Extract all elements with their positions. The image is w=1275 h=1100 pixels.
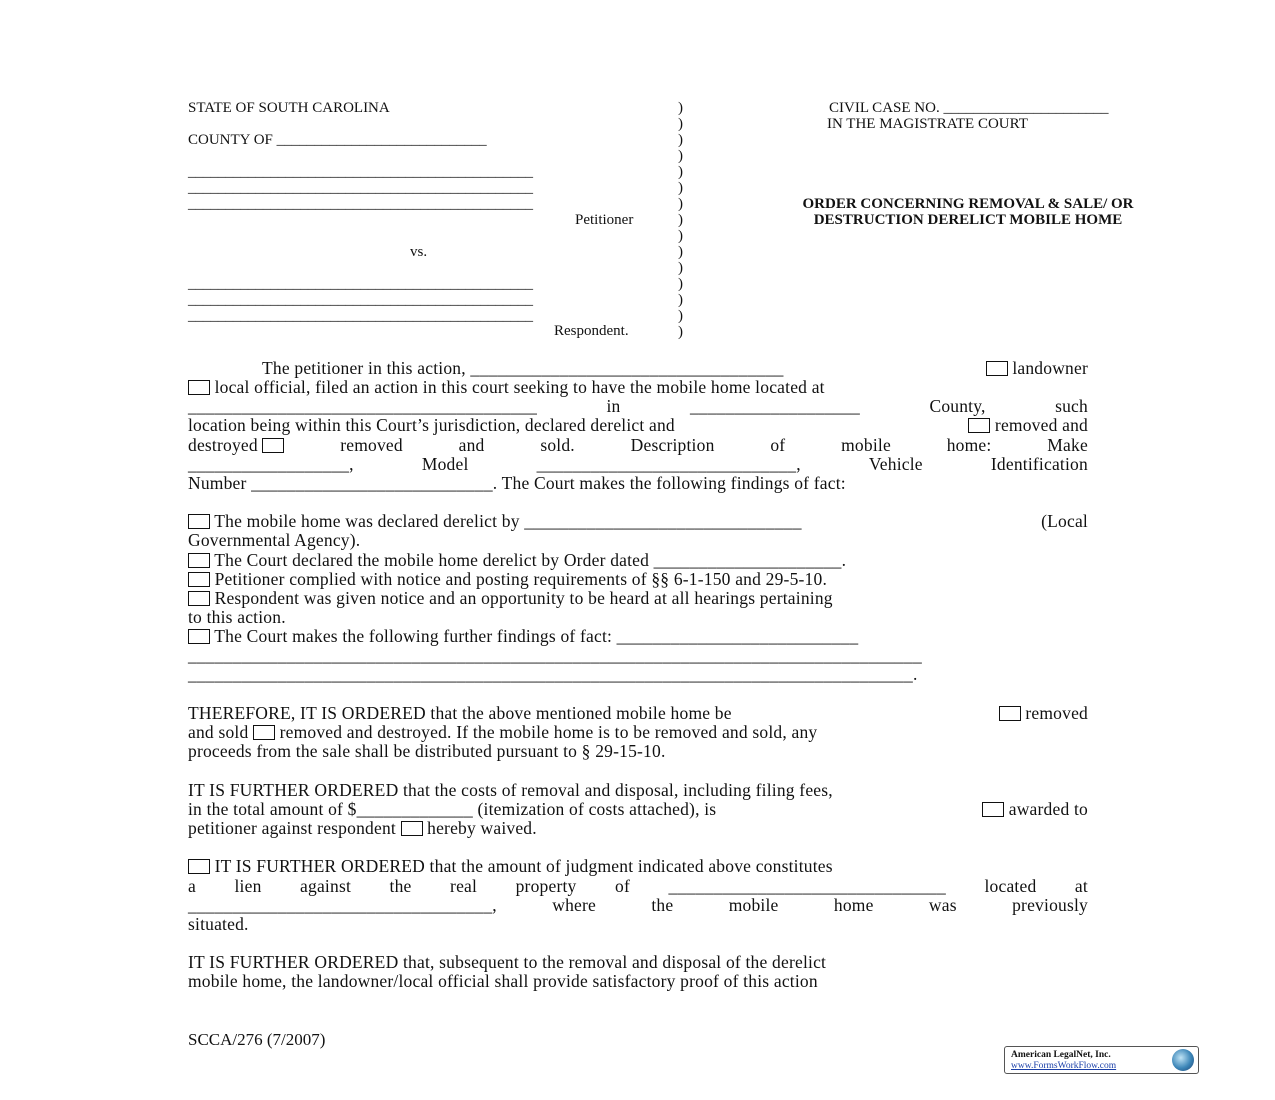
respondent-label: Respondent. bbox=[554, 323, 629, 339]
order-1-line-2 bbox=[188, 723, 1088, 742]
word: removed bbox=[340, 435, 403, 455]
word: the bbox=[651, 895, 674, 915]
word: Model bbox=[421, 454, 469, 474]
word: County, bbox=[929, 396, 986, 416]
word: the bbox=[389, 876, 412, 896]
awarded-checkbox[interactable] bbox=[982, 802, 1004, 817]
order-2-line-1: IT IS FURTHER ORDERED that the costs of removal and disposal, including filing fees, bbox=[188, 780, 833, 800]
word: property bbox=[515, 876, 577, 896]
order-text: THEREFORE, IT IS ORDERED that the above mentioned mobile home be bbox=[188, 703, 732, 723]
finding-3-checkbox[interactable] bbox=[188, 572, 210, 587]
paren: ) bbox=[678, 212, 683, 228]
word: Description bbox=[630, 435, 715, 455]
word: a bbox=[188, 876, 196, 896]
waived-checkbox[interactable] bbox=[401, 821, 423, 836]
finding-4 bbox=[188, 589, 1088, 608]
paren: ) bbox=[678, 260, 683, 276]
word: previously bbox=[1012, 895, 1088, 915]
property-owner-field[interactable]: _______________________________ bbox=[668, 876, 946, 896]
finding-1-cont: Governmental Agency). bbox=[188, 530, 361, 550]
civil-case-no-field[interactable]: CIVIL CASE NO. ______________________ bbox=[829, 100, 1109, 116]
vs-label: vs. bbox=[410, 244, 428, 260]
form-id: SCCA/276 (7/2007) bbox=[188, 1030, 326, 1049]
respondent-line-1[interactable]: ______________________________________________ bbox=[188, 276, 533, 292]
finding-text: (Local bbox=[1041, 511, 1088, 531]
word: where bbox=[552, 895, 596, 915]
intro-line-3 bbox=[188, 397, 1088, 416]
removed-destroyed-checkbox[interactable] bbox=[968, 418, 990, 433]
word: in bbox=[606, 396, 621, 416]
order-removed-sold-checkbox[interactable] bbox=[999, 706, 1021, 721]
finding-1-checkbox[interactable] bbox=[188, 514, 210, 529]
intro-line-2 bbox=[188, 378, 1088, 397]
paren: ) bbox=[678, 244, 683, 260]
local-official-checkbox[interactable] bbox=[188, 380, 210, 395]
model-field[interactable]: _____________________________, bbox=[536, 454, 801, 474]
order-title-line-1: ORDER CONCERNING REMOVAL & SALE/ OR bbox=[802, 196, 1134, 212]
petitioner-label: Petitioner bbox=[575, 212, 634, 228]
word: destroyed bbox=[188, 435, 258, 455]
paren: ) bbox=[678, 324, 683, 340]
county-field[interactable]: COUNTY OF ____________________________ bbox=[188, 132, 487, 148]
order-4-line-1: IT IS FURTHER ORDERED that, subsequent to the removal and disposal of the derelict bbox=[188, 952, 827, 972]
location-field[interactable]: _______________________________________ bbox=[188, 396, 538, 416]
word: real bbox=[450, 876, 478, 896]
word: such bbox=[1055, 396, 1088, 416]
make-field[interactable]: __________________, bbox=[188, 454, 354, 474]
order-text: petitioner against respondent bbox=[188, 818, 396, 838]
finding-4-checkbox[interactable] bbox=[188, 591, 210, 606]
vin-field[interactable]: Number ___________________________. The Court makes the following findings of fact: bbox=[188, 473, 846, 493]
finding-4-cont: to this action. bbox=[188, 607, 286, 627]
finding-5 bbox=[188, 627, 1088, 646]
finding-3 bbox=[188, 570, 1088, 589]
lien-checkbox[interactable] bbox=[188, 859, 210, 874]
order-text: removed and destroyed. If the mobile home is to be removed and sold, any bbox=[279, 722, 818, 742]
order-2-line-3 bbox=[188, 819, 1088, 838]
paren: ) bbox=[678, 196, 683, 212]
further-findings-line-2[interactable]: _________________________________________________________________________________. bbox=[188, 664, 918, 684]
finding-2 bbox=[188, 551, 1088, 570]
order-1-line-1 bbox=[188, 704, 1088, 723]
finding-text: Petitioner complied with notice and posting requirements of §§ 6-1-150 and 29-5-10. bbox=[214, 569, 828, 589]
word: at bbox=[1074, 876, 1088, 896]
order-3-line-1 bbox=[188, 857, 1088, 876]
word: Identification bbox=[990, 454, 1088, 474]
order-text: IT IS FURTHER ORDERED that the amount of judgment indicated above constitutes bbox=[214, 856, 833, 876]
intro-line-6 bbox=[188, 455, 1088, 474]
paren: ) bbox=[678, 132, 683, 148]
petitioner-name-field[interactable]: The petitioner in this action, ___________________________________ bbox=[262, 358, 784, 378]
petitioner-line-3[interactable]: ______________________________________________ bbox=[188, 196, 533, 212]
finding-1 bbox=[188, 512, 1088, 531]
legalnet-logo[interactable] bbox=[1004, 1046, 1199, 1074]
finding-text: The Court makes the following further findings of fact: ___________________________ bbox=[214, 626, 859, 646]
petitioner-line-2[interactable]: ______________________________________________ bbox=[188, 180, 533, 196]
intro-text: local official, filed an action in this court seeking to have the mobile home located at bbox=[214, 377, 825, 397]
order-3-line-2 bbox=[188, 877, 1088, 896]
paren: ) bbox=[678, 308, 683, 324]
finding-2-checkbox[interactable] bbox=[188, 553, 210, 568]
paren: ) bbox=[678, 292, 683, 308]
order-text: awarded to bbox=[1008, 799, 1088, 819]
word: mobile bbox=[728, 895, 779, 915]
paren: ) bbox=[678, 180, 683, 196]
court-label: IN THE MAGISTRATE COURT bbox=[827, 116, 1028, 132]
order-2-line-2 bbox=[188, 800, 1088, 819]
word: located bbox=[984, 876, 1037, 896]
logo-name: American LegalNet, Inc. bbox=[1011, 1050, 1111, 1060]
intro-line-5 bbox=[188, 436, 1088, 455]
word: and bbox=[458, 435, 485, 455]
caption-divider bbox=[678, 100, 690, 340]
word: Make bbox=[1047, 435, 1088, 455]
landowner-checkbox[interactable] bbox=[986, 361, 1008, 376]
finding-text: The mobile home was declared derelict by _______________________________ bbox=[214, 511, 802, 531]
word: of bbox=[770, 435, 786, 455]
word: Vehicle bbox=[868, 454, 923, 474]
globe-icon bbox=[1172, 1049, 1194, 1071]
paren: ) bbox=[678, 164, 683, 180]
order-text: and sold bbox=[188, 722, 249, 742]
paren: ) bbox=[678, 100, 683, 116]
intro-line-4 bbox=[188, 416, 1088, 435]
order-3-line-4: situated. bbox=[188, 914, 249, 934]
word: was bbox=[928, 895, 957, 915]
intro-text: location being within this Court’s jurisdiction, declared derelict and bbox=[188, 415, 675, 435]
finding-text: The Court declared the mobile home derelict by Order dated _____________________. bbox=[214, 550, 847, 570]
total-amount-field[interactable]: in the total amount of $_____________ (itemization of costs attached), is bbox=[188, 799, 717, 819]
word: sold. bbox=[540, 435, 575, 455]
paren: ) bbox=[678, 116, 683, 132]
logo-url-link[interactable]: www.FormsWorkFlow.com bbox=[1011, 1061, 1117, 1071]
intro-text: removed and bbox=[994, 415, 1088, 435]
removed-sold-checkbox[interactable] bbox=[262, 438, 284, 453]
property-location-field[interactable]: __________________________________, bbox=[188, 895, 497, 915]
intro-line-1 bbox=[188, 359, 1088, 378]
word: lien bbox=[234, 876, 262, 896]
word: against bbox=[300, 876, 352, 896]
petitioner-line-1[interactable]: ______________________________________________ bbox=[188, 164, 533, 180]
finding-text: Respondent was given notice and an opportunity to be heard at all hearings pertaining bbox=[214, 588, 833, 608]
further-findings-line-1[interactable]: __________________________________________________________________________________ bbox=[188, 645, 922, 665]
order-text: removed bbox=[1025, 703, 1088, 723]
paren: ) bbox=[678, 228, 683, 244]
order-title-line-2: DESTRUCTION DERELICT MOBILE HOME bbox=[813, 212, 1123, 228]
word: home: bbox=[946, 435, 992, 455]
respondent-line-3[interactable]: ______________________________________________ bbox=[188, 308, 533, 324]
order-4-line-2: mobile home, the landowner/local official shall provide satisfactory proof of this action bbox=[188, 971, 818, 991]
order-3-line-3 bbox=[188, 896, 1088, 915]
word: of bbox=[615, 876, 630, 896]
landowner-label: landowner bbox=[1012, 358, 1088, 378]
paren: ) bbox=[678, 276, 683, 292]
order-text: hereby waived. bbox=[427, 818, 537, 838]
state-label: STATE OF SOUTH CAROLINA bbox=[188, 100, 390, 116]
order-1-line-3: proceeds from the sale shall be distributed pursuant to § 29-15-10. bbox=[188, 741, 666, 761]
finding-5-checkbox[interactable] bbox=[188, 629, 210, 644]
respondent-line-2[interactable]: ______________________________________________ bbox=[188, 292, 533, 308]
paren: ) bbox=[678, 148, 683, 164]
county-name-field[interactable]: ___________________ bbox=[689, 396, 861, 416]
word: mobile bbox=[841, 435, 891, 455]
word: home bbox=[833, 895, 874, 915]
order-removed-destroyed-checkbox[interactable] bbox=[253, 725, 275, 740]
